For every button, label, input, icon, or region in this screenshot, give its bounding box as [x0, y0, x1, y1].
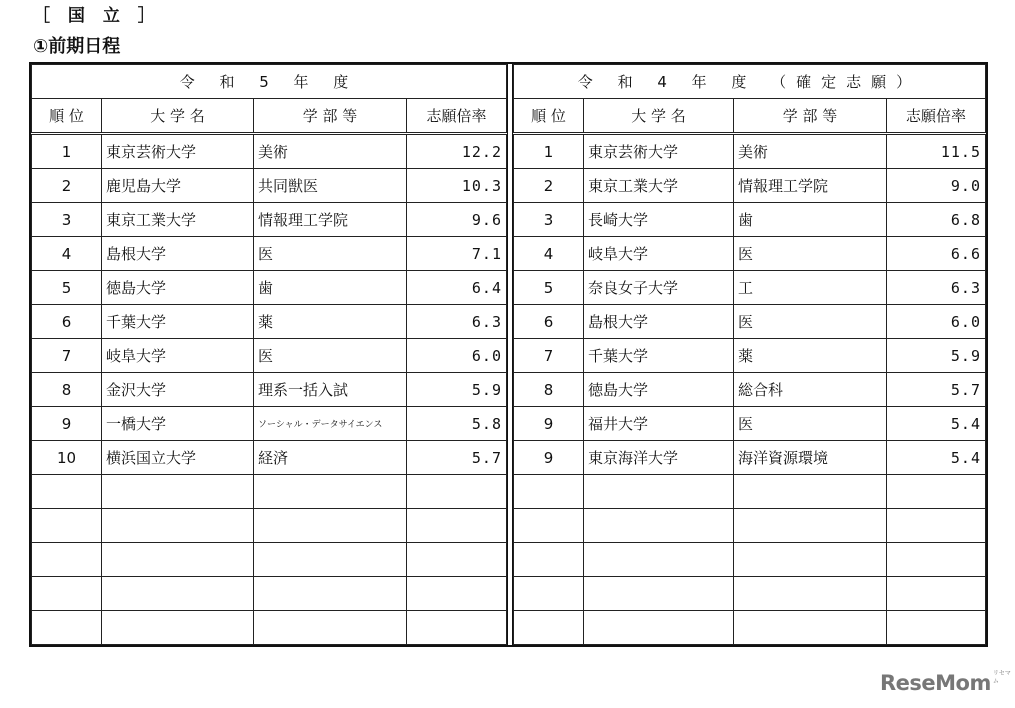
cell-faculty: 海洋資源環境	[734, 441, 887, 475]
cell-rate: 10.3	[407, 169, 507, 203]
cell-faculty	[734, 543, 887, 577]
cell-rank: 6	[32, 305, 102, 339]
cell-rank: 1	[32, 134, 102, 169]
cell-faculty	[254, 543, 407, 577]
cell-rank: 8	[32, 373, 102, 407]
cell-rank: 1	[514, 134, 584, 169]
cell-rank: 3	[514, 203, 584, 237]
cell-rank	[32, 509, 102, 543]
cell-university	[584, 611, 734, 645]
cell-rate: 12.2	[407, 134, 507, 169]
table-row	[514, 134, 986, 169]
column-header-rank: 順 位	[514, 99, 584, 134]
table-row	[32, 169, 507, 203]
cell-faculty	[734, 611, 887, 645]
year-title: 令 和 4 年 度 （確定志願）	[514, 65, 986, 99]
cell-university	[102, 509, 254, 543]
table-row	[32, 509, 507, 543]
cell-rank	[32, 543, 102, 577]
cell-faculty: ソーシャル・データサイエンス	[254, 407, 407, 441]
column-header-faculty: 学 部 等	[254, 99, 407, 134]
cell-faculty	[254, 475, 407, 509]
cell-faculty	[734, 475, 887, 509]
cell-university: 徳島大学	[102, 271, 254, 305]
cell-faculty	[254, 611, 407, 645]
table-row	[514, 305, 986, 339]
cell-faculty: 薬	[254, 305, 407, 339]
cell-university	[102, 577, 254, 611]
cell-rate	[887, 509, 986, 543]
table-reiwa4	[513, 64, 986, 645]
ranking-tables	[29, 62, 988, 647]
cell-rank: 10	[32, 441, 102, 475]
cell-rank: 6	[514, 305, 584, 339]
cell-university: 島根大学	[102, 237, 254, 271]
table-row	[32, 475, 507, 509]
cell-university: 岐阜大学	[584, 237, 734, 271]
cell-rate	[407, 475, 507, 509]
cell-university: 東京海洋大学	[584, 441, 734, 475]
cell-university: 長崎大学	[584, 203, 734, 237]
cell-rank	[514, 475, 584, 509]
cell-faculty: 医	[254, 339, 407, 373]
year-header-row	[32, 65, 507, 99]
cell-rank: 4	[32, 237, 102, 271]
cell-university: 東京工業大学	[102, 203, 254, 237]
cell-university: 鹿児島大学	[102, 169, 254, 203]
column-header-rate: 志願倍率	[407, 99, 507, 134]
table-row	[514, 543, 986, 577]
cell-rate: 11.5	[887, 134, 986, 169]
cell-faculty	[254, 509, 407, 543]
cell-university: 東京工業大学	[584, 169, 734, 203]
cell-university: 奈良女子大学	[584, 271, 734, 305]
cell-university	[102, 543, 254, 577]
table-row	[32, 203, 507, 237]
cell-university	[102, 475, 254, 509]
cell-university: 徳島大学	[584, 373, 734, 407]
cell-rank: 7	[32, 339, 102, 373]
table-row	[514, 509, 986, 543]
cell-rate: 6.6	[887, 237, 986, 271]
column-header-row	[32, 99, 507, 134]
cell-rate: 5.7	[407, 441, 507, 475]
cell-rate	[407, 543, 507, 577]
cell-university	[584, 543, 734, 577]
cell-rate: 5.4	[887, 441, 986, 475]
table-row	[32, 407, 507, 441]
cell-faculty: 美術	[734, 134, 887, 169]
cell-faculty	[734, 577, 887, 611]
cell-rate: 6.4	[407, 271, 507, 305]
cell-university	[584, 509, 734, 543]
cell-faculty: 医	[734, 237, 887, 271]
cell-rank	[32, 611, 102, 645]
table-row	[514, 373, 986, 407]
cell-rank: 3	[32, 203, 102, 237]
cell-university: 福井大学	[584, 407, 734, 441]
table-row	[32, 339, 507, 373]
column-header-rank: 順 位	[32, 99, 102, 134]
cell-rate: 6.0	[407, 339, 507, 373]
cell-rank: 9	[514, 407, 584, 441]
table-row	[32, 271, 507, 305]
cell-faculty: 美術	[254, 134, 407, 169]
cell-university: 東京芸術大学	[584, 134, 734, 169]
logo-kana: リセマム	[992, 670, 1011, 685]
cell-rank: 2	[514, 169, 584, 203]
column-header-row	[514, 99, 986, 134]
cell-rate: 5.9	[887, 339, 986, 373]
cell-rank	[514, 577, 584, 611]
cell-university	[102, 611, 254, 645]
cell-university: 一橋大学	[102, 407, 254, 441]
cell-rank	[514, 543, 584, 577]
cell-rate: 5.4	[887, 407, 986, 441]
cell-rank: 5	[32, 271, 102, 305]
cell-rank	[514, 611, 584, 645]
column-header-university: 大 学 名	[102, 99, 254, 134]
table-row	[32, 305, 507, 339]
cell-university	[584, 475, 734, 509]
table-row	[514, 611, 986, 645]
cell-rate: 5.8	[407, 407, 507, 441]
table-row	[514, 441, 986, 475]
cell-rank: 5	[514, 271, 584, 305]
cell-faculty: 工	[734, 271, 887, 305]
table-row	[514, 203, 986, 237]
cell-rank: 8	[514, 373, 584, 407]
cell-faculty: 医	[254, 237, 407, 271]
cell-faculty: 情報理工学院	[734, 169, 887, 203]
cell-university: 横浜国立大学	[102, 441, 254, 475]
cell-rank	[32, 577, 102, 611]
cell-rate: 6.3	[407, 305, 507, 339]
cell-university: 千葉大学	[102, 305, 254, 339]
table-row	[514, 339, 986, 373]
cell-faculty: 理系一括入試	[254, 373, 407, 407]
cell-rate: 5.9	[407, 373, 507, 407]
table-row	[32, 373, 507, 407]
table-row	[32, 577, 507, 611]
table-row	[514, 169, 986, 203]
cell-rate	[887, 577, 986, 611]
cell-rank: 9	[32, 407, 102, 441]
table-row	[32, 611, 507, 645]
table-row	[32, 237, 507, 271]
table-row	[514, 407, 986, 441]
cell-rate	[407, 509, 507, 543]
cell-university: 東京芸術大学	[102, 134, 254, 169]
cell-rank: 7	[514, 339, 584, 373]
cell-rank	[32, 475, 102, 509]
cell-faculty: 共同獣医	[254, 169, 407, 203]
table-row	[514, 237, 986, 271]
cell-faculty: 歯	[734, 203, 887, 237]
column-header-rate: 志願倍率	[887, 99, 986, 134]
table-row	[514, 475, 986, 509]
cell-faculty: 総合科	[734, 373, 887, 407]
table-row	[514, 271, 986, 305]
cell-faculty: 経済	[254, 441, 407, 475]
cell-faculty: 薬	[734, 339, 887, 373]
cell-faculty: 歯	[254, 271, 407, 305]
cell-rate: 9.6	[407, 203, 507, 237]
section-label: ［ 国 立 ］	[33, 6, 161, 26]
cell-rate: 5.7	[887, 373, 986, 407]
column-header-university: 大 学 名	[584, 99, 734, 134]
cell-faculty: 情報理工学院	[254, 203, 407, 237]
year-header-row	[514, 65, 986, 99]
cell-rank: 9	[514, 441, 584, 475]
cell-rate	[887, 611, 986, 645]
year-title: 令 和 5 年 度	[32, 65, 507, 99]
cell-faculty	[734, 509, 887, 543]
column-header-faculty: 学 部 等	[734, 99, 887, 134]
cell-university: 島根大学	[584, 305, 734, 339]
table-row	[32, 134, 507, 169]
logo-text: ReseMom	[880, 671, 991, 695]
table-row	[32, 441, 507, 475]
cell-rank: 2	[32, 169, 102, 203]
table-row	[514, 577, 986, 611]
page-subtitle: ①前期日程	[33, 36, 121, 57]
cell-rate: 6.0	[887, 305, 986, 339]
cell-rate: 6.8	[887, 203, 986, 237]
cell-university: 岐阜大学	[102, 339, 254, 373]
cell-rate	[887, 475, 986, 509]
cell-faculty: 医	[734, 305, 887, 339]
cell-rate	[887, 543, 986, 577]
cell-rate: 7.1	[407, 237, 507, 271]
cell-rank	[514, 509, 584, 543]
cell-rate	[407, 577, 507, 611]
cell-faculty: 医	[734, 407, 887, 441]
cell-university	[584, 577, 734, 611]
cell-rate	[407, 611, 507, 645]
resemom-logo	[880, 668, 1015, 698]
cell-rate: 6.3	[887, 271, 986, 305]
cell-rank: 4	[514, 237, 584, 271]
cell-faculty	[254, 577, 407, 611]
cell-university: 金沢大学	[102, 373, 254, 407]
cell-university: 千葉大学	[584, 339, 734, 373]
table-row	[32, 543, 507, 577]
table-reiwa5	[31, 64, 507, 645]
cell-rate: 9.0	[887, 169, 986, 203]
